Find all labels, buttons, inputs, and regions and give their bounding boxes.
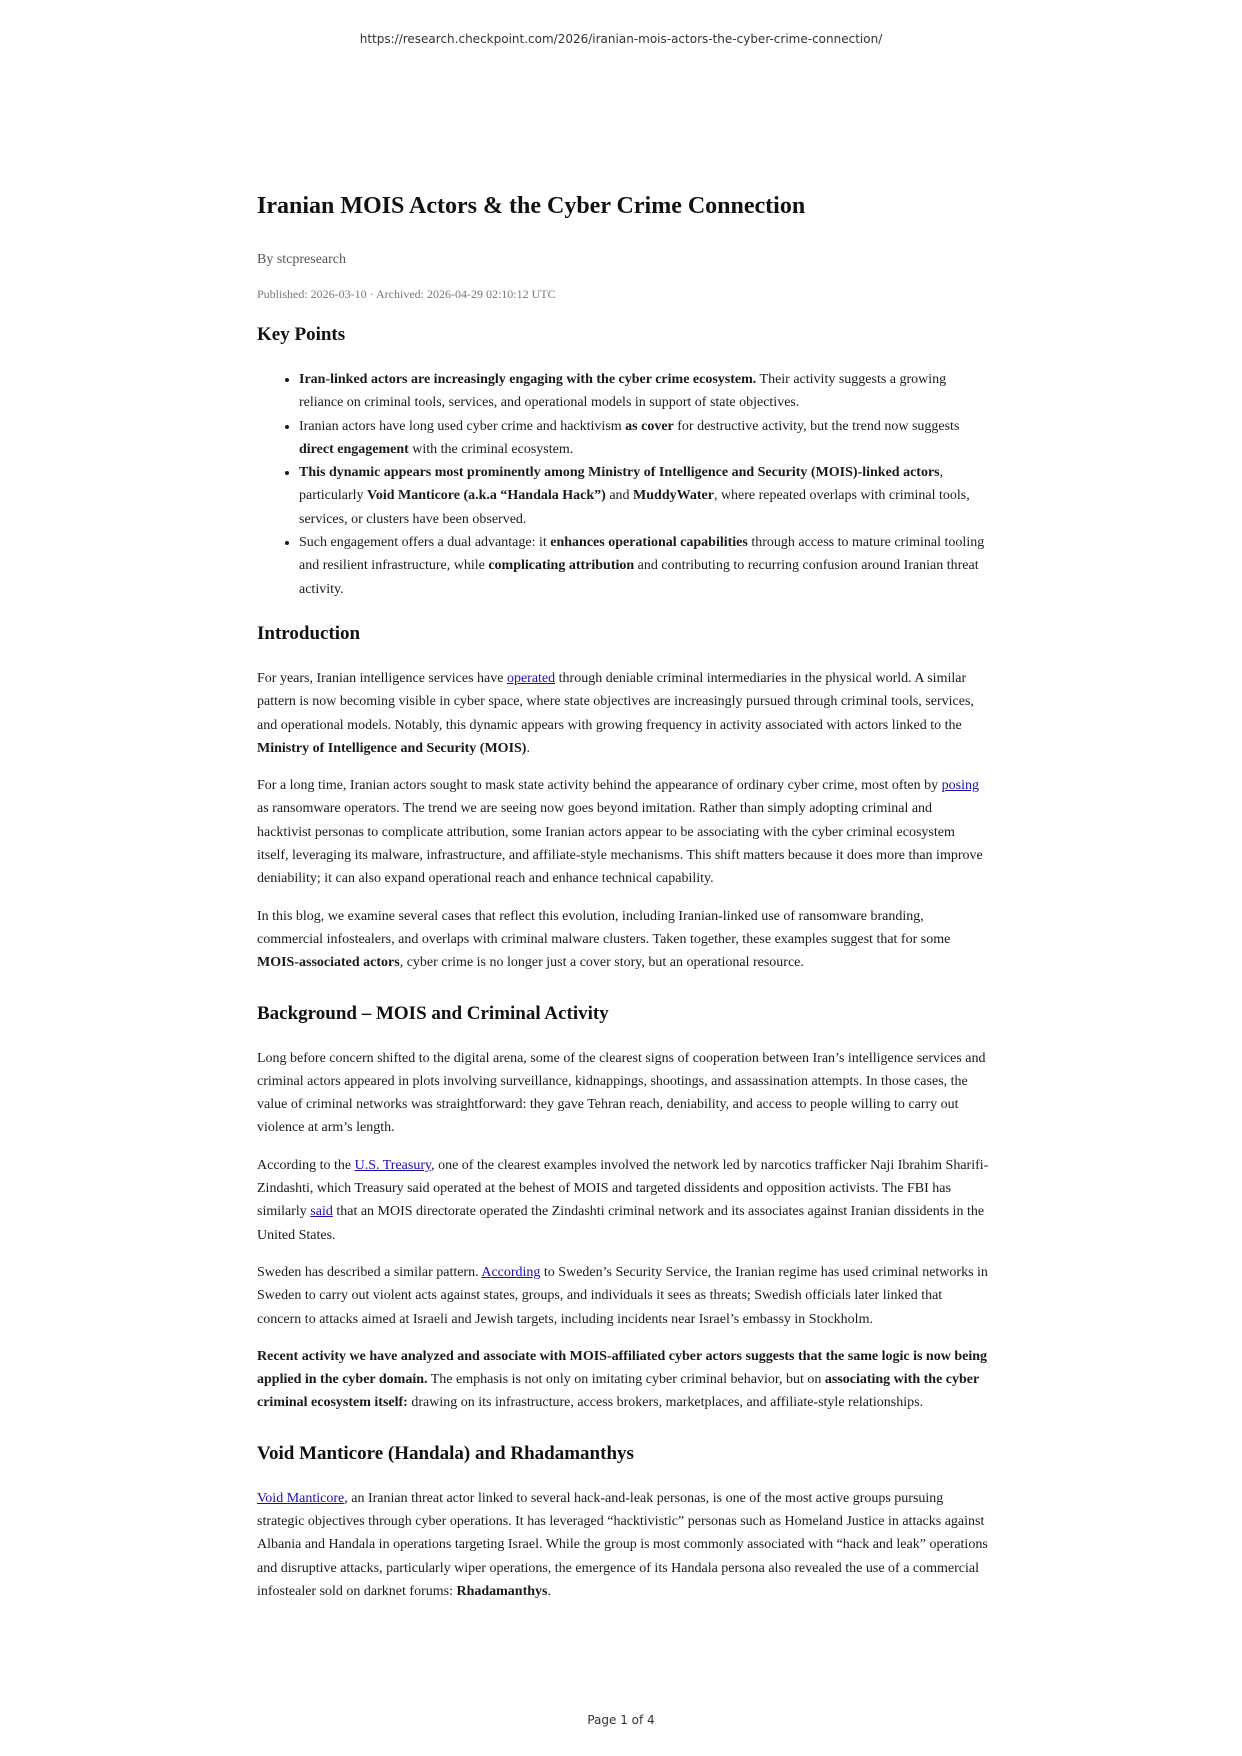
- list-item: [299, 531, 989, 601]
- paragraph: [257, 1345, 989, 1415]
- text: .: [526, 740, 530, 756]
- byline: By stcpresearch: [257, 252, 347, 267]
- text: through access to mature criminal tooling and resilient infrastructure, while: [299, 535, 985, 574]
- list-item: [299, 368, 989, 415]
- bold-text: Rhadamanthys: [456, 1583, 548, 1599]
- page-url: https://research.checkpoint.com/2026/iranian-mois-actors-the-cyber-crime-connection/: [359, 32, 883, 46]
- text: Their activity suggests a growing reliance on criminal tools, services, and operational models in support of state objectives.: [299, 372, 947, 411]
- text: Sweden has described a similar pattern.: [257, 1264, 482, 1280]
- bold-text: MuddyWater: [633, 488, 714, 504]
- text: to Sweden’s Security Service, the Iranian regime has used criminal networks in Sweden to carry out violent acts against states, groups, and individuals it sees as threats; Swedish officials later linked that concern to attacks aimed at Israeli and Jewish targets, including incidents near Israel’s embassy in Stockholm.: [257, 1264, 988, 1327]
- text: and contributing to recurring confusion around Iranian threat activity.: [299, 558, 979, 597]
- link-void-manticore[interactable]: Void Manticore: [257, 1490, 345, 1506]
- bold-text: Void Manticore (a.k.a “Handala Hack”): [367, 488, 606, 504]
- text: According to the: [257, 1157, 355, 1173]
- list-item: [299, 415, 989, 462]
- text: Such engagement offers a dual advantage: it: [299, 535, 551, 551]
- paragraph: [257, 667, 989, 760]
- text: .: [547, 1583, 551, 1599]
- publish-meta: Published: 2026-03-10 · Archived: 2026-04-29 02:10:12 UTC: [257, 287, 556, 301]
- link-operated[interactable]: operated: [506, 670, 556, 686]
- bold-text: associating with the cyber criminal ecosystem itself:: [257, 1372, 979, 1411]
- link-us-treasury[interactable]: U.S. Treasury: [354, 1157, 432, 1173]
- paragraph: [257, 1487, 989, 1603]
- paragraph: [257, 774, 989, 890]
- bold-text: MOIS-associated actors: [257, 955, 400, 971]
- paragraph: [257, 1154, 989, 1247]
- text: Iranian actors have long used cyber crime and hacktivism: [299, 418, 626, 434]
- text: drawing on its infrastructure, access brokers, marketplaces, and affiliate-style relationships.: [407, 1395, 924, 1411]
- link-said[interactable]: said: [310, 1204, 333, 1220]
- section-heading-introduction: Introduction: [257, 622, 361, 644]
- bold-text: direct engagement: [299, 441, 409, 457]
- text: , particularly: [299, 465, 944, 504]
- link-according[interactable]: According: [481, 1264, 541, 1280]
- list-item: [299, 461, 989, 531]
- paragraph: [257, 1261, 989, 1331]
- text: through deniable criminal intermediaries in the physical world. A similar pattern is now becoming visible in cyber space, where state objectives are increasingly pursued through criminal tools, services, and operational models. Notably, this dynamic appears with growing frequency in activity associated with actors linked to the: [257, 670, 974, 733]
- text: The emphasis is not only on imitating cyber criminal behavior, but on: [427, 1372, 825, 1388]
- section-heading-background: Background – MOIS and Criminal Activity: [257, 1002, 609, 1024]
- text: In this blog, we examine several cases that reflect this evolution, including Iranian-linked use of ransomware branding, commercial infostealers, and overlaps with criminal malware clusters. Taken together, these examples suggest that for some: [257, 908, 951, 947]
- article: [257, 188, 989, 1617]
- bold-text: enhances operational capabilities: [550, 535, 748, 551]
- section-heading-void-manticore: Void Manticore (Handala) and Rhadamanthys: [257, 1442, 634, 1464]
- text: for destructive activity, but the trend now suggests: [673, 418, 960, 434]
- text: , one of the clearest examples involved the network led by narcotics trafficker Naji Ibrahim Sharifi-Zindashti, which Treasury said operated at the behest of MOIS and targeted dissidents and opposition activists. The FBI has similarly: [257, 1157, 989, 1220]
- bold-text: complicating attribution: [488, 558, 635, 574]
- text: For a long time, Iranian actors sought to mask state activity behind the appearance of ordinary cyber crime, most often by: [257, 778, 942, 794]
- text: For years, Iranian intelligence services have: [257, 670, 507, 686]
- bold-text: Ministry of Intelligence and Security (MOIS): [257, 740, 527, 756]
- paragraph: Long before concern shifted to the digital arena, some of the clearest signs of cooperation between Iran’s intelligence services and criminal actors appeared in plots involving surveillance, kidnappings, shootings, and assassination attempts. In those cases, the value of criminal networks was straightforward: they gave Tehran reach, deniability, and access to people willing to carry out violence at arm’s length.: [257, 1050, 986, 1136]
- text: , cyber crime is no longer just a cover story, but an operational resource.: [399, 955, 804, 971]
- text: , an Iranian threat actor linked to several hack-and-leak personas, is one of the most active groups pursuing strategic objectives through cyber operations. It has leveraged “hacktivistic” personas such as Homeland Justice in attacks against Albania and Handala in operations targeting Israel. While the group is most commonly associated with “hack and leak” operations and disruptive attacks, particularly wiper operations, the emergence of its Handala persona also revealed the use of a commercial infostealer sold on darknet forums:: [257, 1490, 988, 1599]
- text: as ransomware operators. The trend we are seeing now goes beyond imitation. Rather than simply adopting criminal and hacktivist personas to complicate attribution, some Iranian actors appear to be associating with the cyber criminal ecosystem itself, leveraging its malware, infrastructure, and affiliate-style mechanisms. This shift matters because it does more than improve deniability; it can also expand operational reach and enhance technical capability.: [257, 801, 983, 887]
- bold-text: as cover: [625, 418, 674, 434]
- key-points-list: [257, 368, 989, 601]
- text: with the criminal ecosystem.: [408, 441, 574, 457]
- text: and: [605, 488, 634, 504]
- page-number: Page 1 of 4: [587, 1713, 655, 1727]
- bold-text: Iran-linked actors are increasingly engaging with the cyber crime ecosystem.: [299, 372, 757, 387]
- text: that an MOIS directorate operated the Zindashti criminal network and its associates against Iranian dissidents in the United States.: [257, 1204, 985, 1243]
- bold-text: Recent activity we have analyzed and associate with MOIS-affiliated cyber actors suggests that the same logic is now being applied in the cyber domain.: [257, 1348, 988, 1388]
- link-posing[interactable]: posing: [941, 778, 979, 794]
- paragraph: [257, 905, 989, 975]
- section-heading-key-points: Key Points: [257, 324, 346, 345]
- text: , where repeated overlaps with criminal tools, services, or clusters have been observed.: [299, 488, 970, 527]
- article-title: Iranian MOIS Actors & the Cyber Crime Connection: [257, 193, 806, 219]
- bold-text: This dynamic appears most prominently among Ministry of Intelligence and Security (MOIS)-linked actors: [299, 465, 940, 481]
